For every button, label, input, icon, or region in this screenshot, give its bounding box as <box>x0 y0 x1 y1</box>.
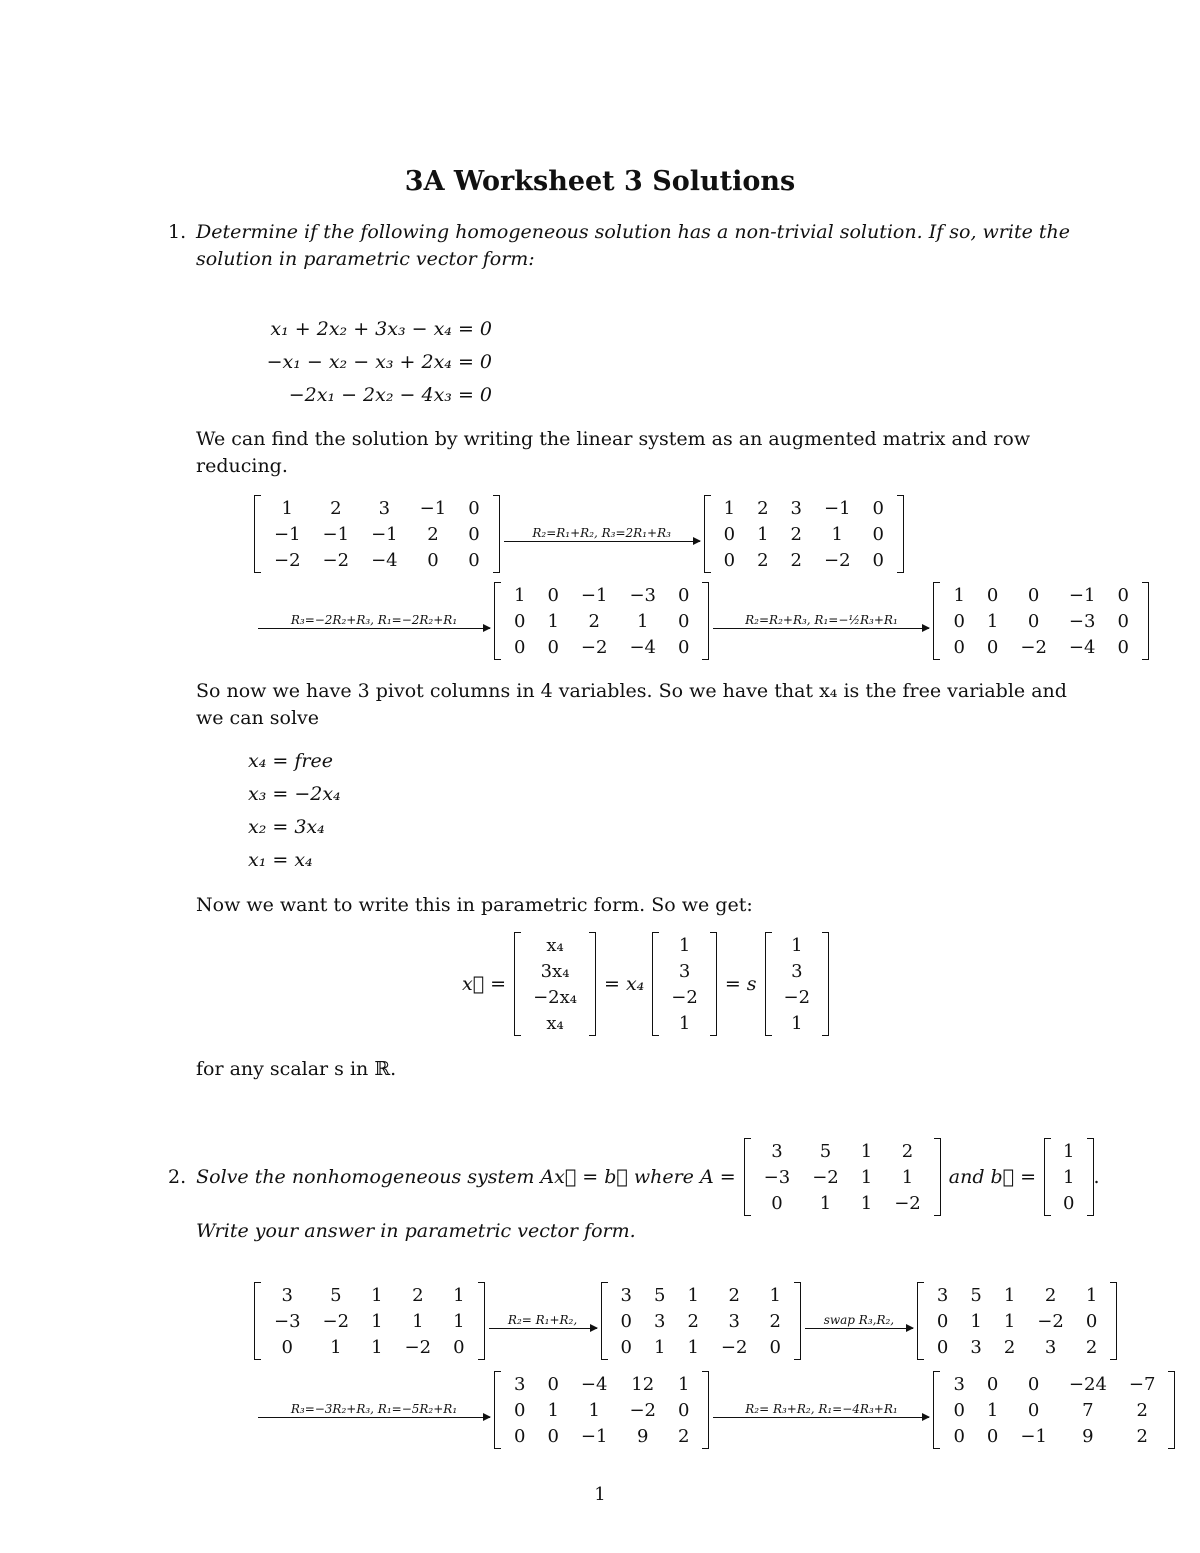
matrix-cell: −4 <box>580 1373 608 1395</box>
matrix-cell: 0 <box>514 610 526 632</box>
vector-row <box>774 958 821 984</box>
matrix-cell: 7 <box>1082 1399 1094 1421</box>
matrix-row <box>942 634 1139 660</box>
arrow-icon <box>504 541 700 542</box>
matrix-cell: 0 <box>678 1399 690 1421</box>
equation-2: −x₁ − x₂ − x₃ + 2x₄ = 0 <box>266 351 492 373</box>
and-b-label: and b⃗ = <box>948 1166 1037 1188</box>
vector-row <box>661 1010 708 1036</box>
matrix-cell: 0 <box>723 523 736 545</box>
matrix-cell: −1 <box>580 1425 608 1447</box>
matrix-cell: −3 <box>274 1310 301 1332</box>
arrow-icon <box>489 1328 597 1329</box>
matrix-cell: 3 <box>654 1310 666 1332</box>
matrix-cell: 0 <box>986 1373 999 1395</box>
vector-row <box>523 1010 587 1036</box>
reduction-row-2 <box>254 582 1149 660</box>
equation-1: x₁ + 2x₂ + 3x₃ − x₄ = 0 <box>270 318 492 340</box>
matrix-cell: 0 <box>953 610 965 632</box>
solution-x3: x₃ = −2x₄ <box>248 783 341 805</box>
text-pivot-line1: So now we have 3 pivot columns in 4 variables. So we have that x₄ is the free variable and <box>196 680 1067 702</box>
matrix-cell: 0 <box>723 549 736 571</box>
solution-x1: x₁ = x₄ <box>248 849 313 871</box>
matrix-cell: 0 <box>1027 610 1040 632</box>
text-parametric: Now we want to write this in parametric form. So we get: <box>196 894 753 916</box>
matrix-cell: −2 <box>1020 636 1047 658</box>
equals-x4: = x₄ <box>603 973 645 995</box>
matrix-cell: 0 <box>1027 1399 1040 1421</box>
arrow-icon <box>258 1417 490 1418</box>
matrix-p1-3 <box>933 582 1148 660</box>
matrix-row <box>713 495 895 521</box>
matrix-row <box>503 634 700 660</box>
matrix-row <box>942 1371 1166 1397</box>
matrix-cell: 1 <box>860 1140 873 1162</box>
matrix-cell: 1 <box>757 523 769 545</box>
matrix-cell: 0 <box>1085 1310 1098 1332</box>
matrix-cell: 0 <box>620 1336 632 1358</box>
matrix-cell: 1 <box>371 1310 383 1332</box>
matrix-cell: 1 <box>723 497 736 519</box>
matrix-cell: −24 <box>1068 1373 1107 1395</box>
vector-entry: −2 <box>783 986 811 1008</box>
matrix-cell: 1 <box>514 584 526 606</box>
matrix-row <box>713 547 895 573</box>
vector-entry: 3x₄ <box>540 960 570 982</box>
matrix-cell: 5 <box>970 1284 982 1306</box>
row-op-arrow <box>709 613 933 629</box>
text-augmented-line2: reducing. <box>196 455 288 477</box>
problem-1-number: 1. <box>168 221 187 243</box>
problem-2-prompt-line2: Write your answer in parametric vector form. <box>196 1220 636 1242</box>
vector-column-3 <box>765 932 830 1036</box>
matrix-cell: 0 <box>1117 610 1129 632</box>
matrix-p1-2 <box>494 582 709 660</box>
arrow-icon <box>805 1328 913 1329</box>
vector-entry: 1 <box>678 934 691 956</box>
matrix-row <box>503 1423 700 1449</box>
matrix-row <box>753 1138 932 1164</box>
matrix-cell: 2 <box>678 1425 690 1447</box>
equals-s: = s <box>724 973 757 995</box>
vector-row <box>523 984 587 1010</box>
vector-entry: −2x₄ <box>533 986 577 1008</box>
matrix-cell: 2 <box>769 1310 781 1332</box>
row-op-label: R₂=R₁+R₂, R₃=2R₁+R₃ <box>532 526 671 540</box>
matrix-cell: −2 <box>824 549 851 571</box>
matrix-cell: −1 <box>1020 1425 1047 1447</box>
matrix-cell: 0 <box>514 1425 526 1447</box>
vector-entry: x₄ <box>546 934 564 956</box>
matrix-cell: 0 <box>1117 636 1129 658</box>
matrix-cell: 2 <box>1085 1336 1098 1358</box>
matrix-cell: 2 <box>1136 1399 1148 1421</box>
solution-x4: x₄ = free <box>248 750 333 772</box>
matrix-cell: −1 <box>371 523 398 545</box>
problem-2-prompt-text: Solve the nonhomogeneous system Ax⃗ = b⃗ where A = <box>196 1166 736 1188</box>
matrix-cell: 2 <box>412 1284 424 1306</box>
matrix-row <box>753 1164 932 1190</box>
matrix-cell: −2 <box>322 1310 350 1332</box>
matrix-cell: 2 <box>588 610 600 632</box>
matrix-p2-4 <box>933 1371 1175 1449</box>
matrix-cell: 3 <box>953 1373 965 1395</box>
matrix-cell: 0 <box>1027 1373 1040 1395</box>
matrix-cell: 2 <box>757 497 769 519</box>
matrix-cell: −2 <box>720 1336 748 1358</box>
vector-entry: 1 <box>1063 1166 1075 1188</box>
matrix-cell: 3 <box>970 1336 982 1358</box>
matrix-cell: 0 <box>547 584 559 606</box>
matrix-cell: 2 <box>790 523 802 545</box>
reduction-row-1 <box>254 495 904 573</box>
matrix-cell: 0 <box>771 1192 783 1214</box>
matrix-cell: 0 <box>468 549 480 571</box>
matrix-row <box>503 608 700 634</box>
matrix-p2-1 <box>601 1282 801 1360</box>
vector-column-2 <box>652 932 717 1036</box>
equation-system <box>240 313 492 412</box>
arrow-icon <box>258 628 490 629</box>
matrix-cell: −1 <box>580 584 608 606</box>
matrix-cell: −2 <box>629 1399 656 1421</box>
vector-row <box>661 958 708 984</box>
vector-entry: x₄ <box>546 1012 564 1034</box>
matrix-cell: 1 <box>769 1284 781 1306</box>
matrix-cell: 3 <box>790 497 802 519</box>
row-op-label: R₃=−3R₂+R₃, R₁=−5R₂+R₁ <box>290 1402 458 1416</box>
matrix-cell: 0 <box>769 1336 781 1358</box>
matrix-cell: −1 <box>322 523 350 545</box>
matrix-cell: 3 <box>771 1140 783 1162</box>
prompt-period: . <box>1093 1166 1100 1188</box>
matrix-cell: 0 <box>986 584 999 606</box>
matrix-cell: 1 <box>371 1284 383 1306</box>
matrix-cell: 0 <box>514 1399 526 1421</box>
matrix-cell: 1 <box>547 1399 559 1421</box>
matrix-cell: 0 <box>468 523 480 545</box>
matrix-cell: 0 <box>547 636 559 658</box>
matrix-cell: 0 <box>936 1336 949 1358</box>
arrow-icon <box>713 1417 929 1418</box>
text-scalar: for any scalar s in ℝ. <box>196 1058 397 1080</box>
matrix-cell: 5 <box>330 1284 342 1306</box>
matrix-cell: −4 <box>371 549 398 571</box>
problem-1-prompt-line1: Determine if the following homogeneous solution has a non-trivial solution. If so, write the <box>196 221 1070 243</box>
matrix-cell: 2 <box>330 497 342 519</box>
matrix-row <box>926 1334 1108 1360</box>
vector-row <box>523 932 587 958</box>
matrix-row <box>503 582 700 608</box>
matrix-cell: 5 <box>819 1140 832 1162</box>
row-op-arrow <box>801 1313 917 1329</box>
matrix-cell: 0 <box>1117 584 1129 606</box>
matrix-cell: 1 <box>1003 1310 1016 1332</box>
matrix-p1-0 <box>254 495 500 573</box>
matrix-row <box>942 582 1139 608</box>
row-op-arrow <box>254 613 494 629</box>
matrix-cell: 3 <box>514 1373 526 1395</box>
matrix-cell: 1 <box>547 610 559 632</box>
row-op-label: swap R₃,R₂, <box>823 1313 895 1327</box>
matrix-cell: 1 <box>687 1336 699 1358</box>
matrix-cell: −1 <box>1068 584 1096 606</box>
parametric-vector-equation <box>462 932 829 1036</box>
matrix-cell: −3 <box>1068 610 1096 632</box>
matrix-cell: 0 <box>514 636 526 658</box>
matrix-cell: 0 <box>547 1425 559 1447</box>
vector-row <box>1053 1138 1084 1164</box>
row-op-label: R₂= R₃+R₂, R₁=−4R₃+R₁ <box>745 1402 898 1416</box>
matrix-row <box>942 1397 1166 1423</box>
matrix-row <box>926 1308 1108 1334</box>
matrix-cell: 1 <box>687 1284 699 1306</box>
matrix-cell: 1 <box>819 1192 832 1214</box>
matrix-cell: 3 <box>728 1310 740 1332</box>
matrix-cell: −2 <box>894 1192 921 1214</box>
matrix-cell: −2 <box>812 1166 839 1188</box>
matrix-cell: 1 <box>831 523 843 545</box>
vector-x-label: x⃗ = <box>462 973 507 995</box>
matrix-row <box>610 1282 792 1308</box>
problem-1-prompt-line2: solution in parametric vector form: <box>196 248 535 270</box>
matrix-cell: 1 <box>453 1310 465 1332</box>
matrix-cell: 2 <box>728 1284 740 1306</box>
vector-entry: −2 <box>671 986 698 1008</box>
matrix-cell: 1 <box>1085 1284 1098 1306</box>
problem-2-prompt <box>168 1138 1100 1216</box>
vector-b <box>1044 1138 1093 1216</box>
vector-row <box>661 932 708 958</box>
matrix-cell: 1 <box>860 1192 873 1214</box>
matrix-cell: 0 <box>678 584 690 606</box>
matrix-row <box>610 1308 792 1334</box>
vector-column-1 <box>514 932 596 1036</box>
matrix-cell: 0 <box>872 497 884 519</box>
text-pivot-line2: we can solve <box>196 707 320 729</box>
matrix-cell: 9 <box>1082 1425 1094 1447</box>
matrix-row <box>942 1423 1166 1449</box>
matrix-row <box>263 521 491 547</box>
matrix-cell: −1 <box>274 523 301 545</box>
matrix-cell: 0 <box>936 1310 949 1332</box>
matrix-p2-3 <box>494 1371 709 1449</box>
vector-entry: 1 <box>791 934 803 956</box>
matrix-cell: 0 <box>986 636 999 658</box>
matrix-row <box>263 495 491 521</box>
matrix-cell: 1 <box>986 610 999 632</box>
matrix-cell: 0 <box>1027 584 1040 606</box>
matrix-row <box>926 1282 1108 1308</box>
reduction-row-3 <box>254 1282 1117 1360</box>
matrix-row <box>263 1334 476 1360</box>
vector-entry: 3 <box>678 960 691 982</box>
matrix-cell: 0 <box>953 1425 965 1447</box>
row-op-arrow <box>709 1402 933 1418</box>
vector-entry: 1 <box>678 1012 691 1034</box>
vector-entry: 3 <box>791 960 803 982</box>
matrix-cell: 2 <box>790 549 802 571</box>
matrix-cell: 0 <box>986 1425 999 1447</box>
page-title: 3A Worksheet 3 Solutions <box>404 166 796 197</box>
matrix-cell: 1 <box>986 1399 999 1421</box>
matrix-cell: −3 <box>629 584 656 606</box>
matrix-cell: 1 <box>637 610 649 632</box>
reduction-row-4 <box>254 1371 1175 1449</box>
matrix-row <box>942 608 1139 634</box>
matrix-cell: −1 <box>419 497 447 519</box>
vector-row <box>661 984 708 1010</box>
matrix-row <box>263 1282 476 1308</box>
matrix-cell: 5 <box>654 1284 666 1306</box>
matrix-cell: 2 <box>687 1310 699 1332</box>
matrix-row <box>753 1190 932 1216</box>
matrix-cell: 0 <box>953 636 965 658</box>
matrix-cell: 2 <box>757 549 769 571</box>
row-op-arrow <box>500 526 704 542</box>
matrix-cell: 3 <box>620 1284 632 1306</box>
matrix-p1-1 <box>704 495 904 573</box>
matrix-cell: 0 <box>872 549 884 571</box>
matrix-cell: 0 <box>678 636 690 658</box>
arrow-icon <box>713 628 929 629</box>
row-op-label: R₂= R₁+R₂, <box>507 1313 578 1327</box>
page-number: 1 <box>594 1484 606 1505</box>
matrix-cell: 1 <box>654 1336 666 1358</box>
vector-row <box>774 1010 821 1036</box>
row-op-label: R₂=R₂+R₃, R₁=−½R₃+R₁ <box>745 613 898 627</box>
row-op-label: R₃=−2R₂+R₃, R₁=−2R₂+R₁ <box>290 613 458 627</box>
vector-entry: 1 <box>1063 1140 1075 1162</box>
vector-row <box>1053 1164 1084 1190</box>
matrix-cell: 3 <box>378 497 391 519</box>
matrix-cell: 0 <box>872 523 884 545</box>
matrix-cell: 1 <box>678 1373 690 1395</box>
matrix-row <box>263 547 491 573</box>
matrix-row <box>713 521 895 547</box>
matrix-cell: 0 <box>453 1336 465 1358</box>
matrix-cell: 1 <box>970 1310 982 1332</box>
text-augmented-line1: We can find the solution by writing the linear system as an augmented matrix and row <box>196 428 1031 450</box>
matrix-cell: 0 <box>427 549 439 571</box>
matrix-p2-2 <box>917 1282 1117 1360</box>
matrix-row <box>503 1371 700 1397</box>
matrix-cell: 1 <box>371 1336 383 1358</box>
matrix-cell: −4 <box>1068 636 1096 658</box>
matrix-cell: −2 <box>322 549 350 571</box>
matrix-p2-0 <box>254 1282 485 1360</box>
matrix-cell: −2 <box>404 1336 432 1358</box>
matrix-cell: 0 <box>468 497 480 519</box>
matrix-cell: 0 <box>547 1373 559 1395</box>
matrix-cell: 1 <box>330 1336 342 1358</box>
matrix-cell: 12 <box>631 1373 655 1395</box>
vector-row <box>774 932 821 958</box>
matrix-cell: 2 <box>1136 1425 1148 1447</box>
matrix-cell: −2 <box>274 549 301 571</box>
matrix-row <box>610 1334 792 1360</box>
vector-entry: 1 <box>791 1012 803 1034</box>
row-op-arrow <box>254 1402 494 1418</box>
row-op-arrow <box>485 1313 601 1329</box>
matrix-cell: 2 <box>1044 1284 1057 1306</box>
matrix-cell: 1 <box>281 497 293 519</box>
matrix-cell: −3 <box>763 1166 791 1188</box>
matrix-cell: 1 <box>453 1284 465 1306</box>
matrix-cell: −2 <box>580 636 608 658</box>
matrix-row <box>503 1397 700 1423</box>
problem-2-number: 2. <box>168 1166 187 1188</box>
matrix-cell: 1 <box>901 1166 914 1188</box>
matrix-cell: 3 <box>281 1284 293 1306</box>
matrix-cell: 2 <box>901 1140 914 1162</box>
matrix-cell: 2 <box>1003 1336 1016 1358</box>
matrix-cell: 0 <box>620 1310 632 1332</box>
matrix-cell: 3 <box>1044 1336 1057 1358</box>
matrix-cell: −1 <box>824 497 851 519</box>
matrix-cell: −7 <box>1128 1373 1156 1395</box>
matrix-cell: 2 <box>427 523 439 545</box>
equation-3: −2x₁ − 2x₂ − 4x₃ = 0 <box>288 384 492 406</box>
matrix-cell: 1 <box>588 1399 600 1421</box>
matrix-cell: −2 <box>1037 1310 1064 1332</box>
matrix-cell: 1 <box>412 1310 424 1332</box>
matrix-A <box>744 1138 941 1216</box>
matrix-cell: 9 <box>637 1425 649 1447</box>
vector-row <box>1053 1190 1084 1216</box>
solution-x2: x₂ = 3x₄ <box>248 816 325 838</box>
vector-row <box>523 958 587 984</box>
matrix-cell: 0 <box>953 1399 965 1421</box>
matrix-cell: 1 <box>953 584 965 606</box>
matrix-cell: 3 <box>936 1284 949 1306</box>
matrix-cell: 0 <box>281 1336 293 1358</box>
vector-entry: 0 <box>1063 1192 1075 1214</box>
matrix-cell: −4 <box>629 636 656 658</box>
vector-row <box>774 984 821 1010</box>
matrix-cell: 1 <box>1003 1284 1016 1306</box>
matrix-cell: 1 <box>860 1166 873 1188</box>
solution-list <box>248 745 341 877</box>
matrix-cell: 0 <box>678 610 690 632</box>
matrix-row <box>263 1308 476 1334</box>
